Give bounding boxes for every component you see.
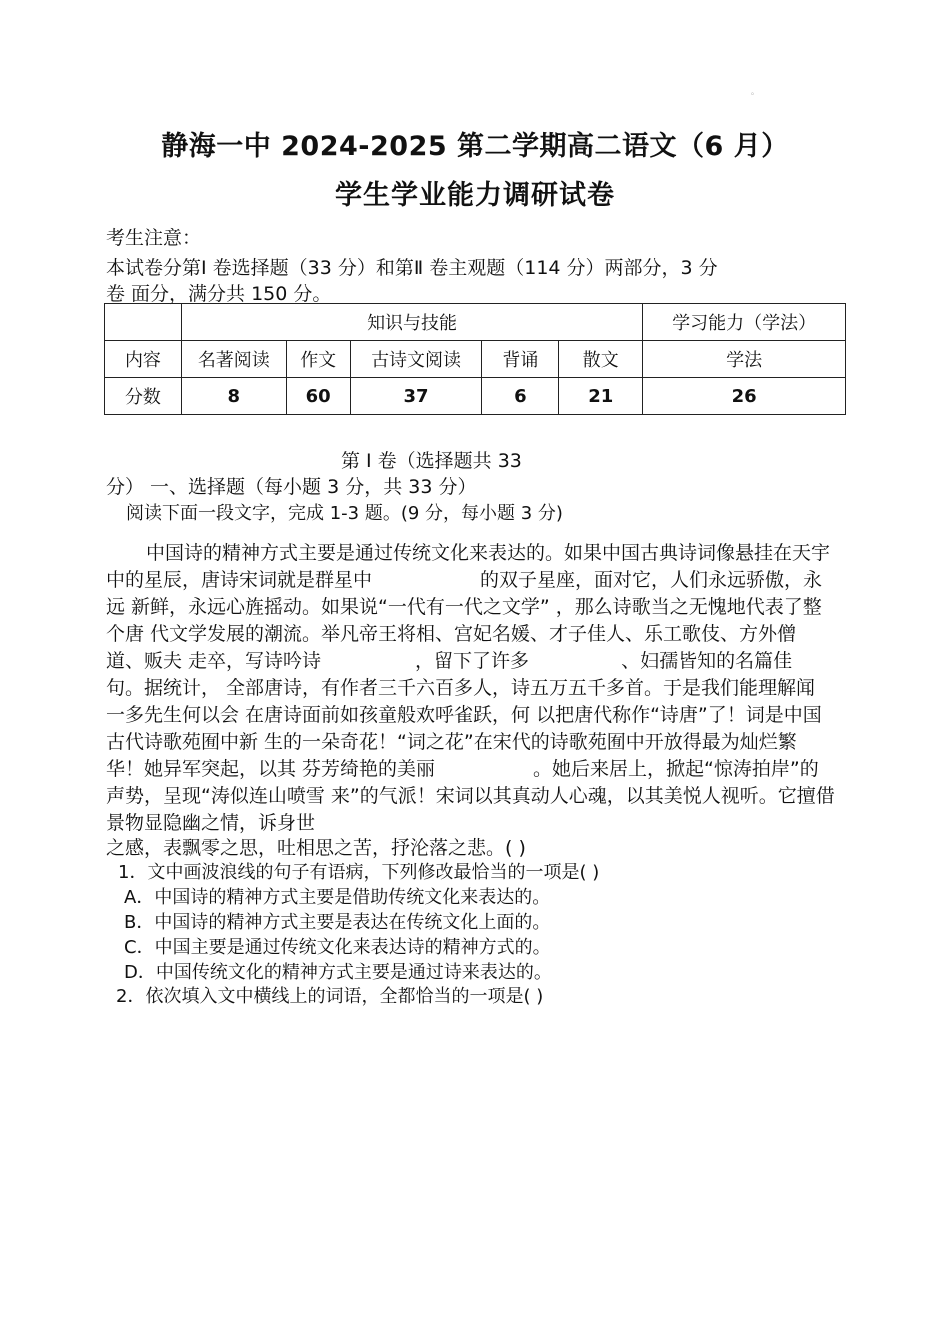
passage-line: 中国诗的精神方式主要是通过传统文化来表达的。如果中国古典诗词像悬挂在天宇 bbox=[146, 542, 831, 564]
passage-line bbox=[106, 754, 819, 781]
col-learning-method: 学法 bbox=[643, 341, 846, 378]
col-classical-poetry: 古诗文阅读 bbox=[350, 341, 482, 378]
question-1-option-d: D．中国传统文化的精神方式主要是通过诗来表达的。 bbox=[124, 962, 552, 983]
notice-label: 考生注意： bbox=[106, 227, 202, 249]
passage-text: 。她后来居上，掀起“惊涛拍岸”的 bbox=[533, 758, 819, 780]
score-table bbox=[104, 303, 846, 415]
exam-subtitle: 学生学业能力调研试卷 bbox=[335, 180, 615, 211]
table-row-content bbox=[105, 341, 846, 378]
col-composition: 作文 bbox=[286, 341, 350, 378]
score-composition: 60 bbox=[286, 378, 350, 415]
col-prose: 散文 bbox=[559, 341, 643, 378]
passage-text: 的双子星座，面对它，人们永远骄傲，永 bbox=[480, 569, 823, 591]
passage-text: 、妇孺皆知的名篇佳 bbox=[621, 650, 793, 672]
passage-line: 之感，表飘零之思，吐相思之苦，抒沦落之悲。( ) bbox=[106, 837, 526, 859]
passage-text: 华！她异军突起，以其 芬芳绮艳的美丽 bbox=[106, 758, 436, 780]
row-label-content: 内容 bbox=[105, 341, 182, 378]
page-mark: 。 bbox=[751, 87, 759, 96]
question-1-option-a: A．中国诗的精神方式主要是借助传统文化来表达的。 bbox=[124, 887, 551, 908]
table-corner-cell bbox=[105, 304, 182, 341]
section-heading-line-1: 第 Ⅰ 卷（选择题共 33 bbox=[341, 450, 522, 472]
exam-title: 静海一中 2024-2025 第二学期高二语文（6 月） bbox=[161, 131, 789, 162]
section-heading-line-2: 分） 一、选择题（每小题 3 分，共 33 分） bbox=[106, 476, 477, 498]
passage-text: ，留下了许多 bbox=[415, 650, 530, 672]
question-1-option-b: B．中国诗的精神方式主要是表达在传统文化上面的。 bbox=[124, 912, 551, 933]
notice-line-1: 本试卷分第Ⅰ 卷选择题（33 分）和第Ⅱ 卷主观题（114 分）两部分，3 分 bbox=[106, 257, 718, 279]
reading-instruction: 阅读下面一段文字，完成 1-3 题。(9 分，每小题 3 分) bbox=[126, 503, 563, 524]
notice-line-2: 卷 面分，满分共 150 分。 bbox=[106, 283, 332, 305]
passage-line: 一多先生何以会 在唐诗面前如孩童般欢呼雀跃，何 以把唐代称作“诗唐”了！词是中国 bbox=[106, 704, 822, 726]
score-recitation: 6 bbox=[482, 378, 559, 415]
score-classical-poetry: 37 bbox=[350, 378, 482, 415]
question-1-option-c: C．中国主要是通过传统文化来表达诗的精神方式的。 bbox=[124, 937, 551, 958]
table-header-row bbox=[105, 304, 846, 341]
passage-line: 声势，呈现“涛似连山喷雪 来”的气派！宋词以其真动人心魂，以其美悦人视听。它擅借 bbox=[106, 785, 835, 807]
score-classics-reading: 8 bbox=[181, 378, 286, 415]
passage-line: 远 新鲜，永远心旌摇动。如果说“一代有一代之文学” ，那么诗歌当之无愧地代表了整 bbox=[106, 596, 822, 618]
group-learning-ability: 学习能力（学法） bbox=[643, 304, 846, 341]
passage-line bbox=[106, 646, 792, 673]
passage-line bbox=[106, 565, 822, 592]
group-knowledge-skills: 知识与技能 bbox=[181, 304, 642, 341]
score-prose: 21 bbox=[559, 378, 643, 415]
col-classics-reading: 名著阅读 bbox=[181, 341, 286, 378]
passage-text: 道、贩夫 走卒，写诗吟诗 bbox=[106, 650, 322, 672]
question-2: 2．依次填入文中横线上的词语，全都恰当的一项是( ) bbox=[116, 986, 544, 1007]
question-1: 1．文中画波浪线的句子有语病，下列修改最恰当的一项是( ) bbox=[118, 862, 600, 883]
passage-line: 个唐 代文学发展的潮流。举凡帝王将相、宫妃名媛、才子佳人、乐工歌伎、方外僧 bbox=[106, 623, 797, 645]
passage-line: 景物显隐幽之情，诉身世 bbox=[106, 812, 316, 834]
passage-text: 中的星辰，唐诗宋词就是群星中 bbox=[106, 569, 373, 591]
score-learning-method: 26 bbox=[643, 378, 846, 415]
col-recitation: 背诵 bbox=[482, 341, 559, 378]
row-label-scores: 分数 bbox=[105, 378, 182, 415]
table-row-scores bbox=[105, 378, 846, 415]
passage-line: 古代诗歌苑囿中新 生的一朵奇花！“词之花”在宋代的诗歌苑囿中开放得最为灿烂繁 bbox=[106, 731, 797, 753]
passage-line: 句。据统计， 全部唐诗，有作者三千六百多人，诗五万五千多首。于是我们能理解闻 bbox=[106, 677, 816, 699]
